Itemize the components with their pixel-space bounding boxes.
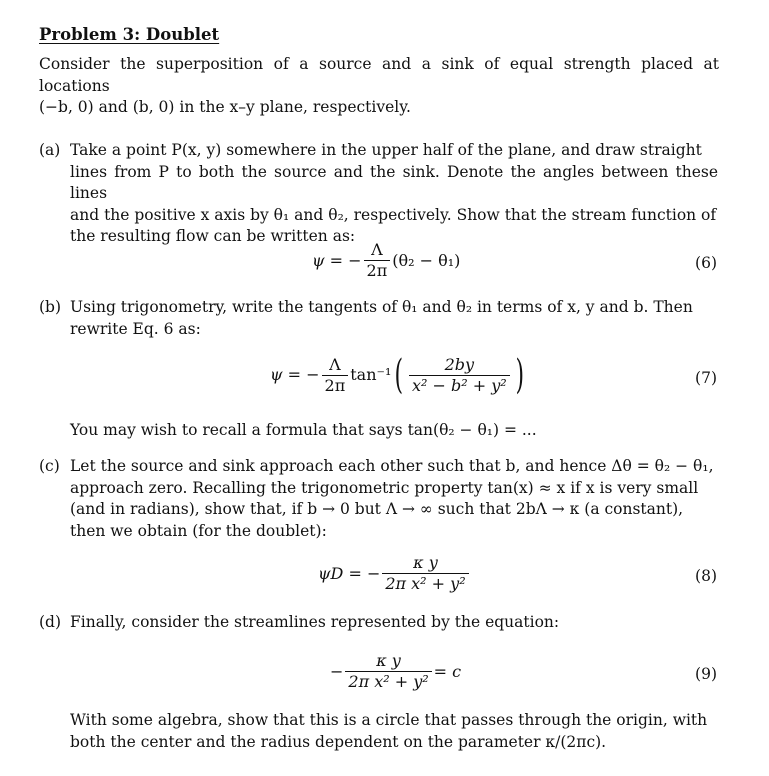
part-b-line-2: rewrite Eq. 6 as:: [70, 319, 201, 338]
part-a-line-2: lines from P to both the source and the sink. Denote the angles between these lines: [70, 162, 718, 202]
part-b-hint: You may wish to recall a formula that says tan(θ₂ − θ₁) = ...: [70, 421, 537, 439]
intro-paragraph: [39, 54, 719, 119]
eq7-right-paren: ): [515, 352, 524, 398]
eq6-lhs: ψ = −: [312, 250, 362, 270]
part-d-after-line-1: With some algebra, show that this is a circle that passes through the origin, with: [70, 711, 708, 729]
eq8-numerator: κ y: [382, 553, 468, 574]
eq7-numerator: Λ: [322, 355, 349, 376]
equation-6: [312, 240, 460, 281]
eq6-numerator: Λ: [364, 240, 391, 261]
part-c-line-4: then we obtain (for the doublet):: [70, 521, 327, 540]
eq6-denominator: 2π: [366, 261, 388, 280]
part-d-text: [70, 612, 718, 634]
problem-title: Problem 3: Doublet: [39, 25, 220, 44]
equation-8: [318, 553, 471, 594]
eq8-fraction: [382, 553, 468, 594]
intro-line-1: Consider the superposition of a source and a sink of equal strength placed at locations: [39, 55, 719, 95]
part-c-label: (c): [39, 457, 60, 475]
part-b-label: (b): [39, 298, 62, 316]
eq7-left-paren: (: [394, 352, 404, 398]
part-d-label: (d): [39, 613, 62, 631]
part-a-line-1: Take a point P(x, y) somewhere in the upper half of the plane, and draw straight: [70, 141, 702, 159]
part-c-line-2: approach zero. Recalling the trigonometric property tan(x) ≈ x if x is very small: [70, 478, 699, 497]
equation-8-number: (8): [695, 567, 717, 585]
part-c-line-1: Let the source and sink approach each other such that b, and hence Δθ = θ₂ − θ₁,: [70, 457, 714, 475]
eq7-inner-numerator: 2by: [409, 355, 510, 376]
eq9-fraction: [345, 651, 431, 692]
part-b-text: [70, 297, 718, 340]
part-a-label: (a): [39, 141, 61, 159]
eq7-inner-fraction: [409, 355, 510, 396]
equation-9-number: (9): [695, 665, 717, 683]
eq8-lhs: ψD = −: [318, 563, 381, 583]
part-d-line-1: Finally, consider the streamlines represented by the equation:: [70, 613, 560, 631]
eq7-lhs: ψ = −: [270, 365, 320, 385]
eq7-denominator: 2π: [324, 375, 346, 395]
equation-7-number: (7): [695, 369, 717, 387]
part-a-line-4: the resulting flow can be written as:: [70, 227, 356, 245]
equation-9: [330, 651, 461, 692]
equation-6-number: (6): [695, 254, 717, 272]
part-d-conclusion: [70, 710, 718, 753]
eq9-denominator: 2π x² + y²: [348, 672, 429, 691]
part-a-line-3: and the positive x axis by θ₁ and θ₂, respectively. Show that the stream function of: [70, 205, 717, 224]
eq6-fraction: [364, 240, 391, 281]
eq7-inner-denominator: x² − b² + y²: [411, 375, 507, 395]
part-b-line-1: Using trigonometry, write the tangents of θ₁ and θ₂ in terms of x, y and b. Then: [70, 298, 693, 316]
intro-line-2: (−b, 0) and (b, 0) in the x–y plane, respectively.: [39, 98, 411, 116]
eq7-fraction: [322, 355, 349, 396]
part-a-text: [70, 140, 718, 248]
eq7-function: tan⁻¹: [350, 365, 392, 385]
eq9-numerator: κ y: [345, 651, 431, 672]
eq9-rhs: = c: [433, 661, 462, 681]
part-d-after-line-2: both the center and the radius dependent on the parameter κ/(2πc).: [70, 732, 607, 751]
equation-7: [270, 353, 527, 397]
eq9-lhs: −: [330, 661, 344, 681]
part-c-text: [70, 456, 718, 542]
eq6-rhs: (θ₂ − θ₁): [392, 250, 461, 270]
part-c-line-3: (and in radians), show that, if b → 0 but Λ → ∞ such that 2bΛ → κ (a constant),: [70, 500, 684, 518]
eq8-denominator: 2π x² + y²: [385, 574, 466, 593]
